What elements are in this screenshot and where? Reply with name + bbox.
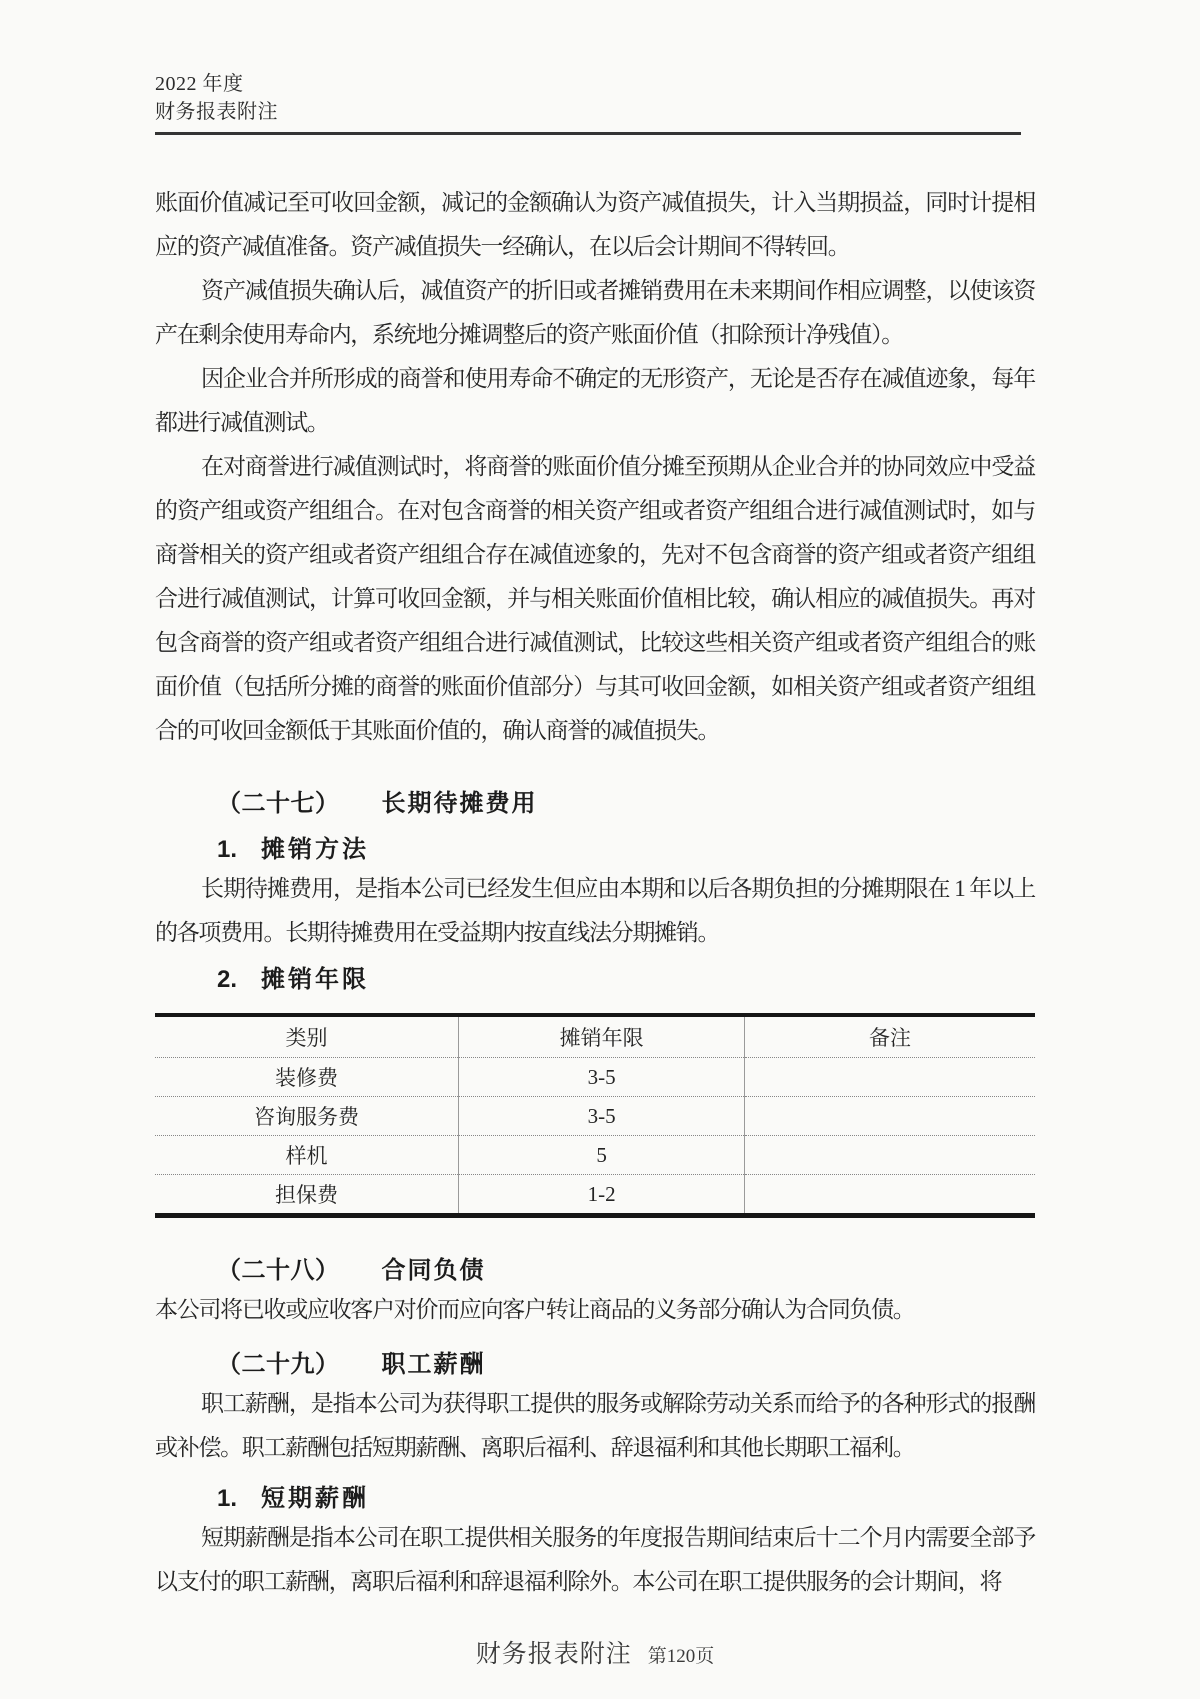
section-29-sub-1-number: 1. [217, 1485, 238, 1512]
section-27-title: 长期待摊费用 [381, 790, 538, 817]
section-28-heading [217, 1254, 1035, 1288]
table-header-note: 备注 [745, 1015, 1035, 1058]
header-year-line: 2022 年度 [155, 73, 244, 95]
section-29-title: 职工薪酬 [381, 1351, 486, 1378]
section-27-sub-1-heading [217, 833, 1035, 867]
paragraph-employee-comp-definition: 职工薪酬，是指本公司为获得职工提供的服务或解除劳动关系而给予的各种形式的报酬或补偿。职工薪酬包括短期薪酬、离职后福利、辞退福利和其他长期职工福利。 [155, 1391, 1035, 1460]
paragraph-ltde-definition: 长期待摊费用，是指本公司已经发生但应由本期和以后各期负担的分摊期限在 1 年以上的各项费用。长期待摊费用在受益期内按直线法分期摊销。 [155, 876, 1035, 945]
section-27-sub-1-number: 1. [217, 836, 238, 863]
cell-years: 5 [459, 1136, 745, 1175]
section-29-heading [217, 1348, 1035, 1382]
section-27-sub-2-number: 2. [217, 966, 238, 993]
header-doc-title-line: 财务报表附注 [155, 101, 278, 123]
section-29-number: （二十九） [217, 1351, 340, 1378]
table-row [155, 1058, 1035, 1097]
cell-category: 担保费 [155, 1175, 459, 1216]
section-27-sub-2-title: 摊销年限 [261, 966, 370, 993]
cell-note [745, 1175, 1035, 1216]
table-row [155, 1175, 1035, 1216]
cell-note [745, 1097, 1035, 1136]
paragraph-impairment-carryover: 账面价值减记至可收回金额，减记的金额确认为资产减值损失，计入当期损益，同时计提相应的资产减值准备。资产减值损失一经确认，在以后会计期间不得转回。 [155, 190, 1035, 259]
table-header-category: 类别 [285, 1026, 328, 1050]
paragraph-goodwill-test-detail: 在对商誉进行减值测试时，将商誉的账面价值分摊至预期从企业合并的协同效应中受益的资产组或资产组组合。在对包含商誉的相关资产组或者资产组组合进行减值测试时，如与商誉相关的资产组或者资产组组合存在减值迹象的，先对不包含商誉的资产组或者资产组组合进行减值测试，计算可收回金额，并与相关账面价值相比较，确认相应的减值损失。再对包含商誉的资产组或者资产组组合进行减值测试，比较这些相关资产组或者资产组组合的账面价值（包括所分摊的商誉的账面价值部分）与其可收回金额，如相关资产组或者资产组组合的可收回金额低于其账面价值的，确认商誉的减值损失。 [155, 454, 1035, 743]
paragraph-depreciation-adjust: 资产减值损失确认后，减值资产的折旧或者摊销费用在未来期间作相应调整，以使该资产在剩余使用寿命内，系统地分摊调整后的资产账面价值（扣除预计净残值）。 [155, 278, 1035, 347]
page-header [155, 0, 1035, 126]
section-27-heading [217, 787, 1035, 821]
cell-note [745, 1058, 1035, 1097]
table-header-row [155, 1015, 1035, 1058]
paragraph-goodwill-annual-test: 因企业合并所形成的商誉和使用寿命不确定的无形资产，无论是否存在减值迹象，每年都进行减值测试。 [155, 366, 1035, 435]
section-28-number: （二十八） [217, 1257, 340, 1284]
section-29-sub-1-title: 短期薪酬 [261, 1485, 370, 1512]
table-row [155, 1097, 1035, 1136]
section-29-sub-1-heading [217, 1482, 1035, 1516]
table-row [155, 1136, 1035, 1175]
amortization-table [155, 1013, 1035, 1218]
footer-page-number: 第120页 [647, 1646, 715, 1667]
header-rule [155, 132, 1021, 135]
section-28-title: 合同负债 [381, 1257, 486, 1284]
footer-doc-title: 财务报表附注 [475, 1641, 632, 1668]
section-27-number: （二十七） [217, 790, 340, 817]
cell-note [745, 1136, 1035, 1175]
cell-category: 装修费 [155, 1058, 459, 1097]
page-footer [155, 1634, 1035, 1670]
table-header-years: 摊销年限 [459, 1015, 745, 1058]
cell-years: 3-5 [459, 1097, 745, 1136]
cell-category: 咨询服务费 [155, 1097, 459, 1136]
cell-category: 样机 [155, 1136, 459, 1175]
paragraph-contract-liability: 本公司将已收或应收客户对价而应向客户转让商品的义务部分确认为合同负债。 [155, 1297, 915, 1322]
body-copy [155, 181, 1035, 1604]
cell-years: 3-5 [459, 1058, 745, 1097]
section-27-sub-1-title: 摊销方法 [261, 836, 370, 863]
section-27-sub-2-heading [217, 963, 1035, 997]
paragraph-short-term-comp: 短期薪酬是指本公司在职工提供相关服务的年度报告期间结束后十二个月内需要全部予以支付的职工薪酬，离职后福利和辞退福利除外。本公司在职工提供服务的会计期间，将 [155, 1525, 1035, 1594]
cell-years: 1-2 [459, 1175, 745, 1216]
